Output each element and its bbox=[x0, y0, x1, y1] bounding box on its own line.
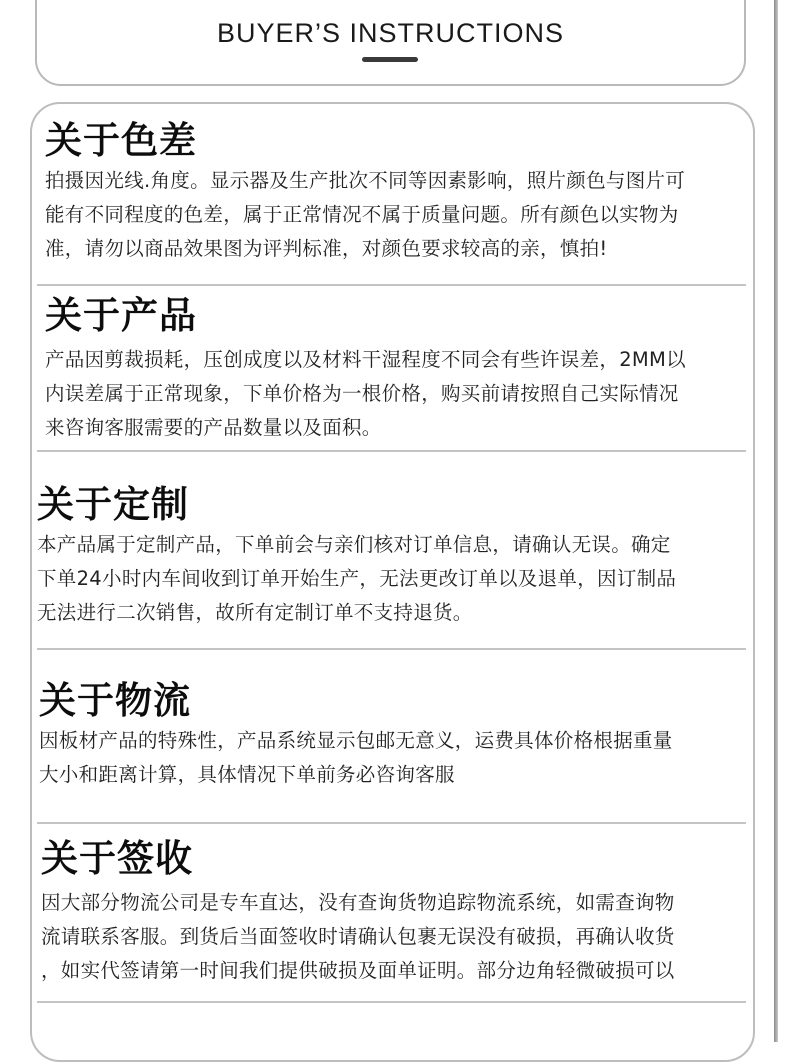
section-divider bbox=[37, 284, 746, 286]
section-body bbox=[39, 724, 747, 792]
section-divider bbox=[37, 648, 746, 650]
header-subtitle: BUYER’S INSTRUCTIONS bbox=[216, 18, 565, 48]
body-line: 拍摄因光线.角度。显示器及生产批次不同等因素影响，照片颜色与图片可 bbox=[45, 169, 686, 192]
body-line: 来咨询客服需要的产品数量以及面积。 bbox=[45, 416, 382, 439]
section-divider bbox=[37, 822, 746, 824]
body-line: 产品因剪裁损耗，压创成度以及材料干湿程度不同会有些许误差，2MM以 bbox=[45, 348, 686, 371]
section-title: 关于定制 bbox=[37, 483, 189, 526]
section-body bbox=[45, 164, 750, 266]
section-divider bbox=[37, 450, 746, 452]
body-line: 内误差属于正常现象，下单价格为一根价格，购买前请按照自己实际情况 bbox=[45, 382, 679, 405]
section-color-difference bbox=[45, 118, 750, 266]
section-delivery-signing bbox=[41, 836, 747, 988]
section-product bbox=[45, 293, 750, 445]
section-title: 关于色差 bbox=[45, 119, 197, 162]
body-line: 流请联系客服。到货后当面签收时请确认包裹无误没有破损，再确认收货 bbox=[41, 925, 675, 948]
body-line: ，如实代签请第一时间我们提供破损及面单证明。部分边角轻微破损可以 bbox=[41, 959, 675, 982]
header-card bbox=[35, 0, 746, 86]
body-line: 因大部分物流公司是专车直达，没有查询货物追踪物流系统，如需查询物 bbox=[41, 891, 675, 914]
section-logistics bbox=[39, 678, 747, 792]
section-title: 关于签收 bbox=[41, 837, 193, 880]
body-line: 本产品属于定制产品，下单前会与亲们核对订单信息，请确认无误。确定 bbox=[37, 533, 671, 556]
body-line: 无法进行二次销售，故所有定制订单不支持退货。 bbox=[37, 601, 473, 624]
section-customization bbox=[37, 482, 747, 630]
section-divider bbox=[37, 1001, 746, 1003]
right-edge-bar bbox=[774, 0, 778, 1042]
body-line: 大小和距离计算，具体情况下单前务必咨询客服 bbox=[39, 763, 455, 786]
body-line: 能有不同程度的色差，属于正常情况不属于质量问题。所有颜色以实物为 bbox=[45, 203, 679, 226]
section-body bbox=[41, 886, 747, 988]
section-title: 关于物流 bbox=[39, 679, 191, 722]
header-underline-bar bbox=[362, 57, 418, 62]
section-body bbox=[37, 528, 747, 630]
section-body bbox=[45, 343, 750, 445]
body-line: 因板材产品的特殊性，产品系统显示包邮无意义，运费具体价格根据重量 bbox=[39, 729, 673, 752]
body-line: 准，请勿以商品效果图为评判标准，对颜色要求较高的亲，慎拍! bbox=[45, 237, 608, 260]
body-line: 下单24小时内车间收到订单开始生产，无法更改订单以及退单，因订制品 bbox=[37, 567, 677, 590]
section-title: 关于产品 bbox=[45, 294, 197, 337]
